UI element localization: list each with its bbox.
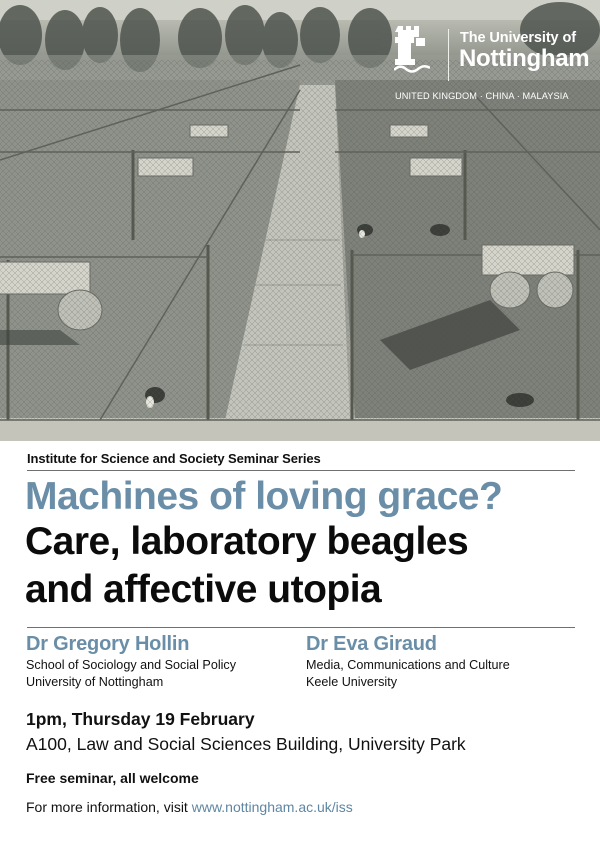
speaker-gregory-hollin bbox=[26, 631, 236, 691]
seminar-subtitle bbox=[25, 518, 468, 614]
university-logo bbox=[390, 24, 590, 104]
subtitle-line-2: and affective utopia bbox=[25, 568, 382, 611]
university-name-line1: The University of bbox=[460, 30, 576, 46]
seminar-title: Machines of loving grace? bbox=[25, 475, 503, 518]
more-info-prefix: For more information, visit bbox=[26, 799, 192, 815]
speaker-institution: University of Nottingham bbox=[26, 675, 164, 689]
subtitle-line-1: Care, laboratory beagles bbox=[25, 520, 469, 563]
campus-countries: UNITED KINGDOM · CHINA · MALAYSIA bbox=[395, 91, 569, 101]
speaker-institution: Keele University bbox=[306, 675, 397, 689]
speaker-name: Dr Eva Giraud bbox=[306, 633, 437, 655]
speaker-affiliation: Media, Communications and Culture bbox=[306, 658, 510, 672]
speaker-name: Dr Gregory Hollin bbox=[26, 633, 190, 655]
university-name-line2: Nottingham bbox=[459, 45, 590, 72]
castle-crest-icon bbox=[394, 24, 430, 76]
event-time: 1pm, Thursday 19 February bbox=[26, 709, 255, 729]
seminar-series-label: Institute for Science and Society Seminar Series bbox=[27, 451, 321, 466]
event-location: A100, Law and Social Sciences Building, University Park bbox=[26, 734, 466, 754]
divider-top bbox=[27, 470, 575, 471]
admission-note: Free seminar, all welcome bbox=[26, 770, 199, 786]
speaker-eva-giraud bbox=[306, 631, 510, 691]
divider-bottom bbox=[27, 627, 575, 628]
speaker-affiliation: School of Sociology and Social Policy bbox=[26, 658, 237, 672]
info-link[interactable]: www.nottingham.ac.uk/iss bbox=[191, 799, 353, 815]
logo-divider bbox=[448, 29, 449, 81]
more-info bbox=[26, 799, 353, 815]
